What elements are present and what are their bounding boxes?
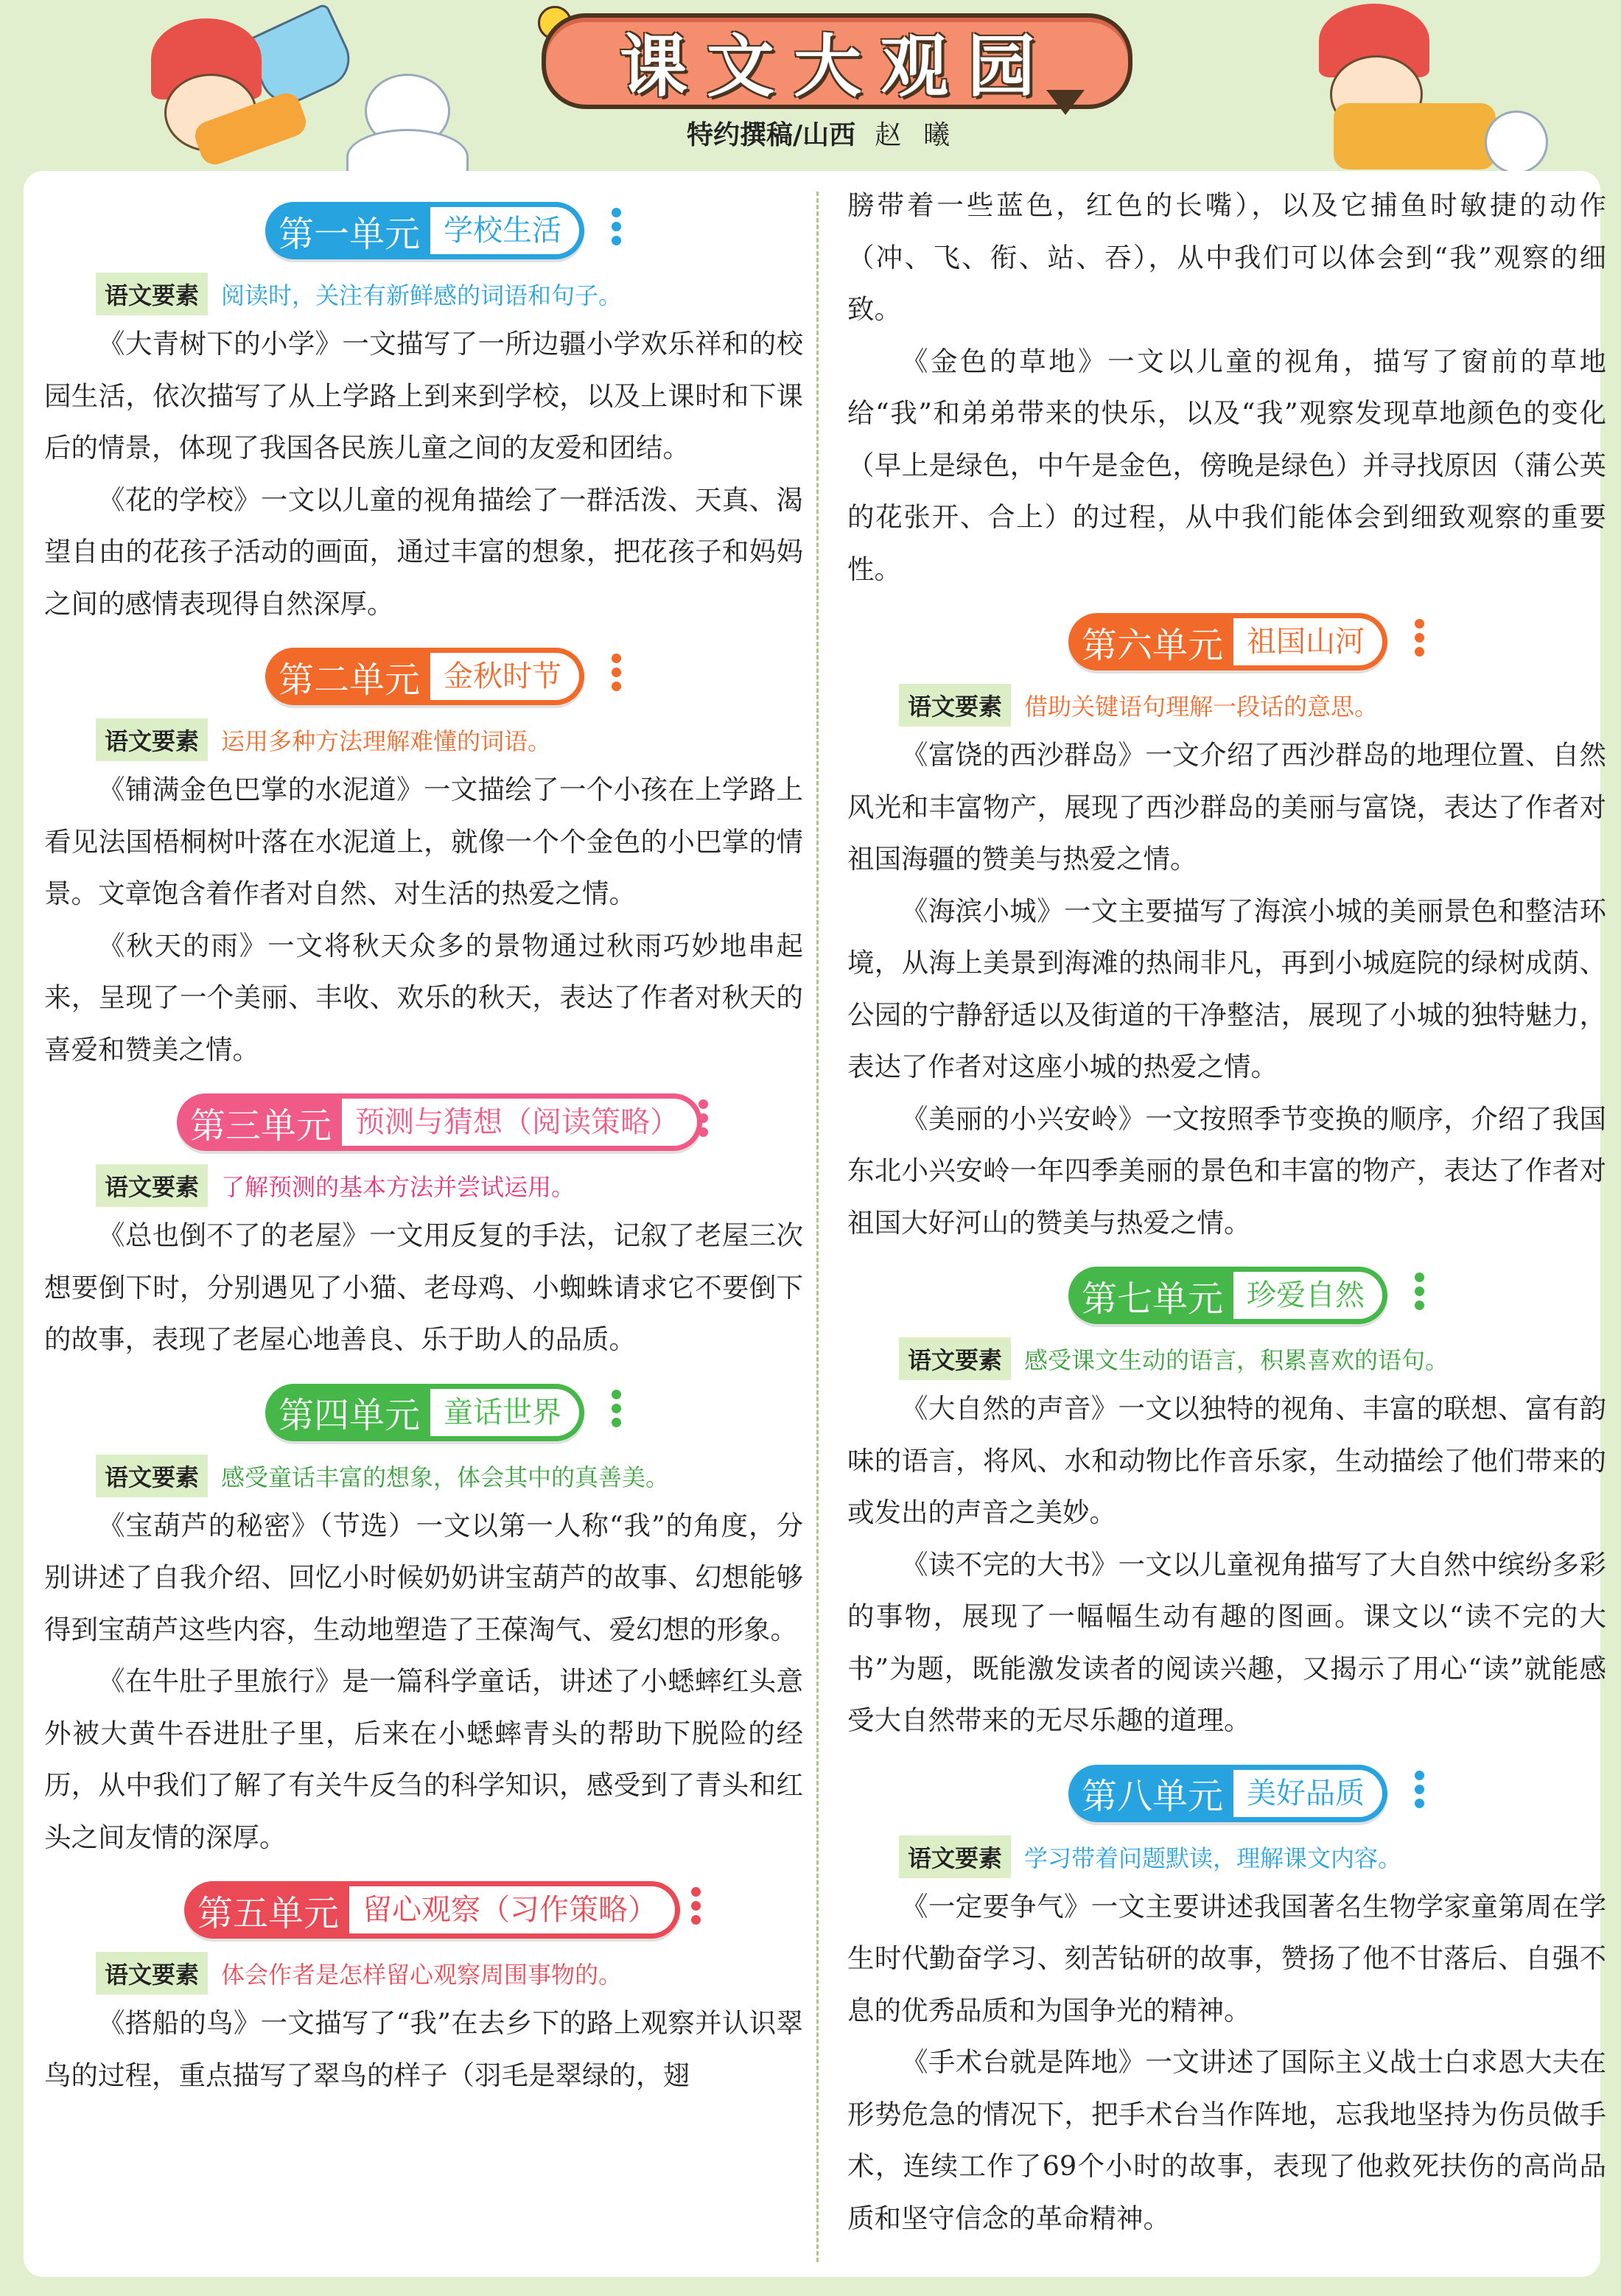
unit-3-element-text: 了解预测的基本方法并尝试运用。 [221,1173,575,1201]
kid-with-snowball-illustration [1304,0,1540,171]
unit-3-paragraph-1: 《总也倒不了的老屋》一文用反复的手法，记叙了老屋三次想要倒下时，分别遇见了小猫、老母鸡、小蜘蛛请求它不要倒下的故事，表现了老屋心地善良、乐于助人的品质。 [44,1219,803,1355]
unit-8-header [847,1760,1606,1827]
title-banner [542,13,1132,109]
unit-6-header [847,609,1606,675]
unit-5-pill [184,1881,680,1939]
unit-8-paragraph-1: 《一定要争气》一文主要讲述我国著名生物学家童第周在学生时代勤奋学习、刻苦钻研的故事，赞扬了他不甘落后、自强不息的优秀品质和为国争光的精神。 [847,1890,1606,2026]
unit-1-paragraph-2: 《花的学校》一文以儿童的视角描绘了一群活泼、天真、渴望自由的花孩子活动的画面，通过丰富的想象，把花孩子和妈妈之间的感情表现得自然深厚。 [44,483,803,620]
unit-1-paragraph-1: 《大青树下的小学》一文描写了一所边疆小学欢乐祥和的校园生活，依次描写了从上学路上到来到学校，以及上课时和下课后的情景，体现了我国各民族儿童之间的友爱和团结。 [44,328,803,463]
unit-7-theme: 珍爱自然 [1233,1272,1382,1319]
unit-2-element-tag: 语文要素 [96,718,208,761]
unit-4-pill [265,1384,584,1441]
unit-6-paragraph-1: 《富饶的西沙群岛》一文介绍了西沙群岛的地理位置、自然风光和丰富物产，展现了西沙群岛的美丽与富饶，表达了作者对祖国海疆的赞美与热爱之情。 [847,739,1606,875]
unit-2-paragraph-2: 《秋天的雨》一文将秋天众多的景物通过秋雨巧妙地串起来，呈现了一个美丽、丰收、欢乐的秋天，表达了作者对秋天的喜爱和赞美之情。 [44,929,803,1065]
unit-1-dots [612,208,623,250]
unit-7-paragraph-1: 《大自然的声音》一文以独特的视角、丰富的联想、富有韵味的语言，将风、水和动物比作音乐家，生动描绘了他们带来的或发出的声音之美妙。 [847,1393,1606,1528]
unit-5-paragraph-1: 《搭船的鸟》一文描写了“我”在去乡下的路上观察并认识翠鸟的过程，重点描写了翠鸟的样子（羽毛是翠绿的，翅 [44,2007,803,2091]
unit-6-element-text: 借助关键语句理解一段话的意思。 [1024,693,1379,721]
unit-8-dots [1415,1771,1426,1813]
unit-1-pill [265,202,584,259]
title-banner-tail [1046,90,1085,115]
unit-5-dots [691,1887,703,1929]
unit-4-paragraph-2: 《在牛肚子里旅行》是一篇科学童话，讲述了小蟋蟀红头意外被大黄牛吞进肚子里，后来在小蟋蟀青头的帮助下脱险的经历，从中我们了解了有关牛反刍的科学知识，感受到了青头和红头之间友情的深厚。 [44,1665,803,1853]
unit-5-paragraph-2: 《金色的草地》一文以儿童的视角，描写了窗前的草地给“我”和弟弟带来的快乐，以及“我”观察发现草地颜色的变化（早上是绿色，中午是金色，傍晚是绿色）并寻找原因（蒲公英的花张开、合上）的过程，从中我们能体会到细致观察的重要性。 [847,345,1606,585]
column-divider [816,192,819,2262]
unit-1-header [44,197,803,264]
unit-3-header [44,1089,803,1155]
unit-1-element-text: 阅读时，关注有新鲜感的词语和句子。 [221,281,623,309]
unit-7-paragraph-2: 《读不完的大书》一文以儿童视角描写了大自然中缤纷多彩的事物，展现了一幅幅生动有趣的图画。课文以“读不完的大书”为题，既能激发读者的阅读兴趣，又揭示了用心“读”就能感受大自然带来的无尽乐趣的道理。 [847,1548,1606,1736]
unit-2-dots [612,654,623,696]
unit-4-paragraph-1: 《宝葫芦的秘密》（节选）一文以第一人称“我”的角度，分别讲述了自我介绍、回忆小时候奶奶讲宝葫芦的故事、幻想能够得到宝葫芦这些内容，生动地塑造了王葆淘气、爱幻想的形象。 [44,1509,803,1645]
header [0,0,1621,171]
unit-1-theme: 学校生活 [430,207,579,254]
byline-label: 特约撰稿/山西 [687,120,856,150]
unit-4-header [44,1379,803,1446]
unit-6-element [899,681,1606,729]
unit-6-label: 第六单元 [1082,624,1224,666]
unit-2-element [96,715,803,764]
unit-2-element-text: 运用多种方法理解难懂的词语。 [221,727,552,755]
unit-4-element [96,1452,803,1500]
unit-2-header [44,643,803,710]
unit-6-paragraph-3: 《美丽的小兴安岭》一文按照季节变换的顺序，介绍了我国东北小兴安岭一年四季美丽的景色和丰富的物产，表达了作者对祖国大好河山的赞美与热爱之情。 [847,1102,1606,1239]
unit-7-element-tag: 语文要素 [899,1337,1011,1380]
unit-1-element [96,270,803,318]
unit-7-label: 第七单元 [1082,1278,1224,1320]
unit-7-dots [1415,1273,1426,1315]
unit-8-label: 第八单元 [1082,1776,1224,1817]
unit-2-pill [265,648,584,705]
unit-3-theme: 预测与猜想（阅读策略） [342,1099,697,1146]
unit-5-theme: 留心观察（习作策略） [349,1886,675,1933]
unit-3-pill [177,1093,702,1151]
unit-8-element-tag: 语文要素 [899,1835,1011,1878]
unit-1-element-tag: 语文要素 [96,273,208,315]
unit-6-paragraph-2: 《海滨小城》一文主要描写了海滨小城的美丽景色和整洁环境，从海上美景到海滩的热闹非凡，再到小城庭院的绿树成荫、公园的宁静舒适以及街道的干净整洁，展现了小城的独特魅力，表达了作者对这座小城的热爱之情。 [847,895,1606,1082]
unit-2-label: 第二单元 [279,659,421,701]
byline [687,114,972,152]
unit-4-element-text: 感受童话丰富的想象，体会其中的真善美。 [221,1463,670,1491]
page-title: 课文大观园 [619,27,1054,106]
unit-6-dots [1415,619,1426,661]
unit-8-pill [1068,1765,1387,1822]
unit-5-element-text: 体会作者是怎样留心观察周围事物的。 [221,1961,623,1989]
unit-6-theme: 祖国山河 [1233,618,1382,665]
unit-5-element-tag: 语文要素 [96,1952,208,1995]
unit-8-paragraph-2: 《手术台就是阵地》一文讲述了国际主义战士白求恩大夫在形势危急的情况下，把手术台当作阵地，忘我地坚持为伤员做手术，连续工作了69个小时的故事，表现了他救死扶伤的高尚品质和坚守信念的革命精神。 [847,2046,1606,2234]
unit-1-label: 第一单元 [279,213,421,255]
byline-author: 赵曦 [875,120,973,150]
unit-8-element [899,1833,1606,1881]
unit-4-theme: 童话世界 [430,1389,579,1436]
unit-5-element [96,1949,803,1998]
unit-5-header [44,1877,803,1943]
content-panel [24,171,1606,2277]
unit-8-theme: 美好品质 [1233,1770,1382,1817]
unit-7-element [899,1334,1606,1383]
unit-3-element-tag: 语文要素 [96,1164,208,1207]
kid-with-bucket-illustration [144,11,350,169]
unit-8-element-text: 学习带着问题默读，理解课文内容。 [1024,1844,1402,1872]
unit-7-header [847,1262,1606,1329]
unit-7-element-text: 感受课文生动的语言，积累喜欢的语句。 [1024,1346,1449,1374]
unit-3-dots [699,1099,710,1141]
unit-5-label: 第五单元 [197,1892,340,1934]
right-column [847,171,1606,2244]
unit-6-element-tag: 语文要素 [899,684,1011,727]
unit-7-pill [1068,1267,1387,1324]
left-column [44,171,803,2101]
unit-2-paragraph-1: 《铺满金色巴掌的水泥道》一文描绘了一个小孩在上学路上看见法国梧桐树叶落在水泥道上，就像一个个金色的小巴掌的情景。文章饱含着作者对自然、对生活的热爱之情。 [44,774,803,909]
unit-3-label: 第三单元 [190,1105,332,1147]
unit-2-theme: 金秋时节 [430,653,579,700]
unit-4-dots [612,1390,623,1432]
unit-6-pill [1068,613,1387,671]
unit-4-label: 第四单元 [279,1395,421,1436]
unit-5-paragraph-1-continued: 膀带着一些蓝色，红色的长嘴），以及它捕鱼时敏捷的动作（冲、飞、衔、站、吞），从中我们可以体会到“我”观察的细致。 [847,189,1606,325]
unit-3-element [96,1161,803,1210]
unit-4-element-tag: 语文要素 [96,1455,208,1497]
